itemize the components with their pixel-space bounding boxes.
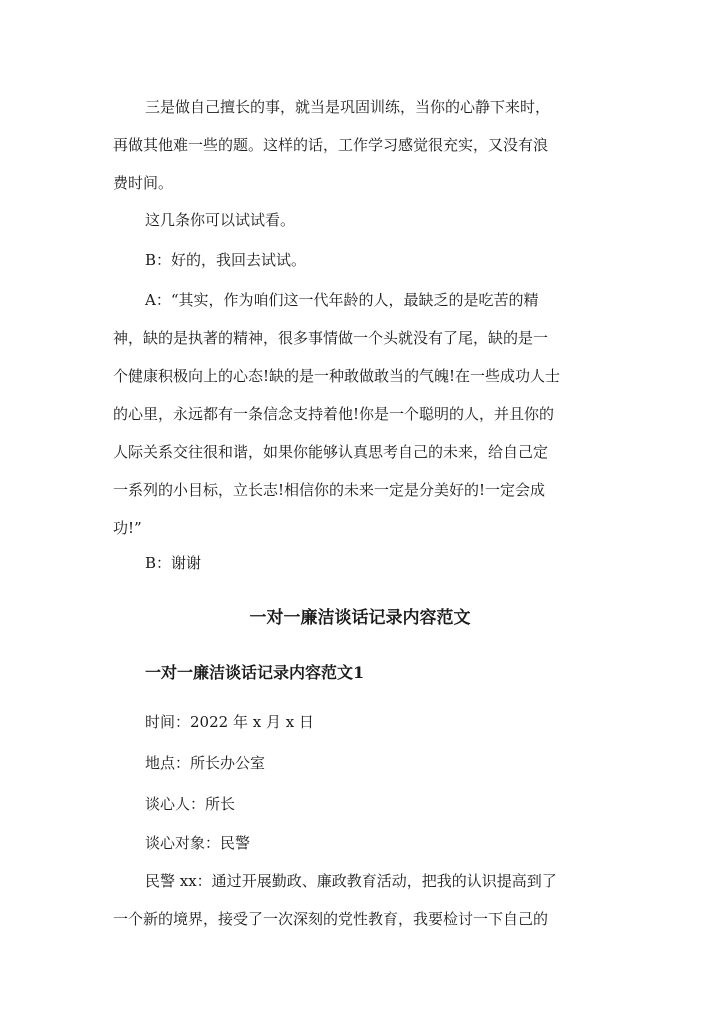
text-line: 三是做自己擅长的事，就当是巩固训练，当你的心静下来时，: [145, 98, 551, 116]
text-line: 谈心人：所长: [145, 795, 236, 813]
paragraph: [0, 281, 720, 547]
text-line: 一个新的境界，接受了一次深刻的党性教育，我要检讨一下自己的: [113, 910, 549, 928]
text-line: 一系列的小目标，立长志!相信你的未来一定是分美好的!一定会成: [113, 481, 546, 499]
text-line: 谈心对象：民警: [145, 834, 251, 852]
paragraph: [0, 744, 720, 782]
paragraph: [0, 785, 720, 823]
text-line: 功!”: [113, 519, 142, 537]
text-line: 人际关系交往很和谐，如果你能够认真思考自己的未来，给自己定: [113, 443, 549, 461]
text-line: 费时间。: [113, 174, 174, 192]
text-line: A：“其实，作为咱们这一代年龄的人，最缺乏的是吃苦的精: [145, 291, 539, 309]
text-line: 地点：所长办公室: [145, 754, 266, 772]
paragraph: [0, 824, 720, 862]
section-title: 一对一廉洁谈话记录内容范文: [249, 608, 471, 628]
text-line: 时间：2022 年 x 月 x 日: [145, 713, 314, 731]
text-line: 神，缺的是执著的精神，很多事情做一个头就没有了尾，缺的是一: [113, 329, 549, 347]
paragraph: [0, 201, 720, 239]
paragraph: [0, 544, 720, 582]
text-line: 民警 xx：通过开展勤政、廉政教育活动，把我的认识提高到了: [145, 872, 557, 890]
paragraph: [0, 88, 720, 202]
text-line: B：好的，我回去试试。: [145, 251, 307, 269]
section-subtitle: 一对一廉洁谈话记录内容范文1: [145, 663, 365, 682]
text-line: 个健康积极向上的心态!缺的是一种敢做敢当的气魄!在一些成功人士: [113, 367, 561, 385]
paragraph: [0, 241, 720, 279]
text-line: 再做其他难一些的题。这样的话，工作学习感觉很充实，又没有浪: [113, 136, 549, 154]
text-line: B：谢谢: [145, 554, 202, 572]
text-line: 的心里，永远都有一条信念支持着他!你是一个聪明的人，并且你的: [113, 405, 555, 423]
paragraph: [0, 862, 720, 938]
paragraph: [0, 703, 720, 741]
text-line: 这几条你可以试试看。: [145, 211, 296, 229]
